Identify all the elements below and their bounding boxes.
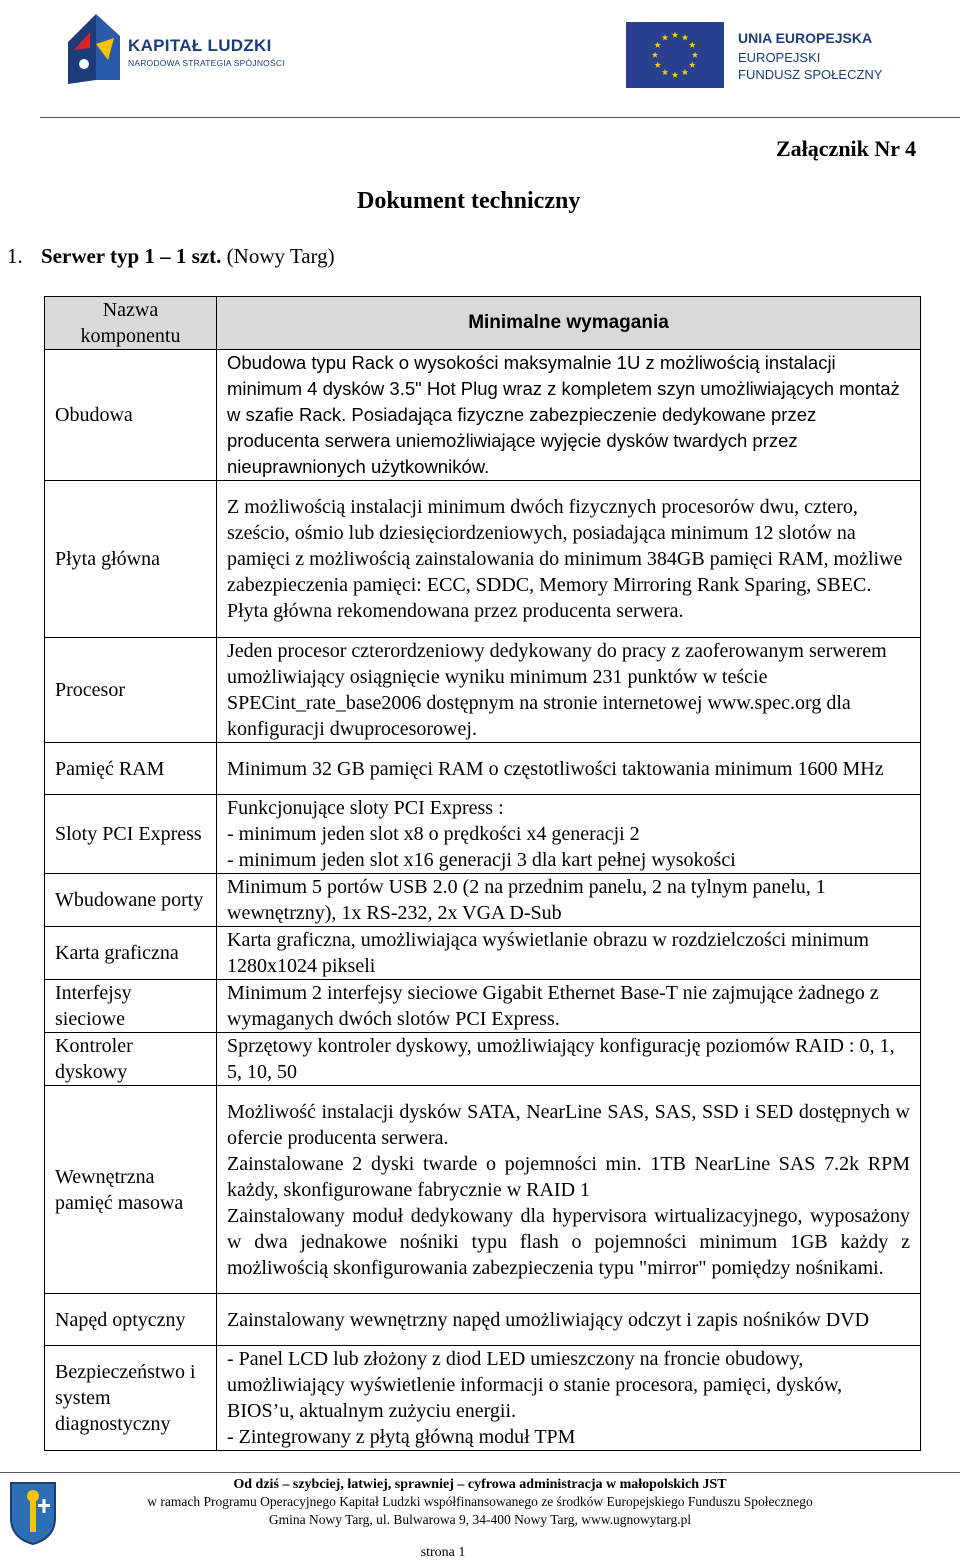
table-row [45,1294,921,1346]
requirement-line: - Panel LCD lub złożony z diod LED umieszczony na froncie obudowy, umożliwiający wyświetlenie informacji o stanie procesora, pamięci, dysków, BIOS’u, aktualnym zużyciu energii. [227,1348,843,1422]
header-component-name: Nazwa komponentu [45,297,217,350]
header-divider [40,117,960,118]
requirement-part: Zainstalowany moduł dedykowany dla hypervisora wirtualizacyjnego, wyposażony w dwa jednakowe nośniki typu flash o pojemności minimum 1GB każdy z możliwością skonfigurowania zabezpieczenia typu "mirror" pomiędzy nośnikami. [227,1204,910,1279]
spec-table [44,296,921,1451]
table-row [45,1346,921,1451]
component-name: Wewnętrzna pamięć masowa [45,1086,217,1294]
requirement-line: Funkcjonujące sloty PCI Express : [227,797,504,819]
table-row [45,795,921,874]
document-title: Dokument techniczny [357,188,581,214]
component-requirement [217,1086,921,1294]
eu-logo-line3: FUNDUSZ SPOŁECZNY [738,67,883,82]
page-number: strona 1 [420,1545,466,1560]
component-requirement: Z możliwością instalacji minimum dwóch fizycznych procesorów dwu, cztero, sześcio, ośmio lub dziesięciordzeniowych, posiadająca minimum 12 slotów na pamięci z możliwością zainstalowania do minimum 384GB pamięci RAM, możliwe zabezpieczenia pamięci: ECC, SDDC, Memory Mirroring Rank Sparing, SBEC. Płyta główna rekomendowana przez producenta serwera. [217,481,921,638]
component-name: Bezpieczeństwo i system diagnostyczny [45,1346,217,1451]
table-row [45,874,921,927]
component-requirement: Obudowa typu Rack o wysokości maksymalnie 1U z możliwością instalacji minimum 4 dysków 3.5" Hot Plug wraz z kompletem szyn umożliwiających montaż w szafie Rack. Posiadająca fizyczne zabezpieczenie dedykowane przez producenta serwera uniemożliwiające wyjęcie dysków twardych przez nieuprawnionych użytkowników. [217,350,921,481]
table-row [45,1086,921,1294]
eu-flag-icon [626,22,724,88]
table-row [45,638,921,743]
component-requirement: Karta graficzna, umożliwiająca wyświetlanie obrazu w rozdzielczości minimum 1280x1024 pikseli [217,927,921,980]
requirement-part: Zainstalowane 2 dyski twarde o pojemności min. 1TB NearLine SAS 7.2k RPM każdy, skonfigurowane fabrycznie w RAID 1 [227,1152,910,1201]
component-name: Wbudowane porty [45,874,217,927]
requirement-part: Możliwość instalacji dysków SATA, NearLine SAS, SAS, SSD i SED dostępnych w ofercie producenta serwera. [227,1100,910,1149]
table-row [45,1033,921,1086]
eu-logo-line1: UNIA EUROPEJSKA [738,30,873,46]
component-name: Płyta główna [45,481,217,638]
component-name: Sloty PCI Express [45,795,217,874]
annex-label: Załącznik Nr 4 [776,136,917,161]
kapital-ludzki-logo [66,14,286,86]
component-name: Karta graficzna [45,927,217,980]
kapital-ludzki-title: KAPITAŁ LUDZKI [128,36,272,55]
component-requirement: Sprzętowy kontroler dyskowy, umożliwiający konfigurację poziomów RAID : 0, 1, 5, 10, 50 [217,1033,921,1086]
section-title-rest: (Nowy Targ) [221,244,335,268]
section-title-bold: Serwer typ 1 – 1 szt. [41,244,222,268]
component-requirement: Jeden procesor czterordzeniowy dedykowany do pracy z zaoferowanym serwerem umożliwiający osiągnięcie wyniku minimum 231 punktów w teście SPECint_rate_base2006 dostępnym na stronie internetowej www.spec.org dla konfiguracji dwuprocesorowej. [217,638,921,743]
table-row [45,743,921,795]
footer-divider [0,1472,960,1473]
component-name: Obudowa [45,350,217,481]
footer-address: Gmina Nowy Targ, ul. Bulwarowa 9, 34-400 Nowy Targ, www.ugnowytarg.pl [268,1512,692,1527]
component-name: Pamięć RAM [45,743,217,795]
requirement-line: - Zintegrowany z płytą główną moduł TPM [227,1426,576,1448]
kapital-ludzki-subtitle: NARODOWA STRATEGIA SPÓJNOŚCI [128,58,285,68]
eu-logo-line2: EUROPEJSKI [738,50,821,65]
table-row [45,350,921,481]
kapital-ludzki-mark-icon [66,14,122,84]
component-requirement [217,795,921,874]
header-min-requirements: Minimalne wymagania [217,297,921,350]
component-requirement: Zainstalowany wewnętrzny napęd umożliwiający odczyt i zapis nośników DVD [217,1294,921,1346]
eu-logo [626,22,926,92]
requirement-line: - minimum jeden slot x8 o prędkości x4 generacji 2 [227,823,640,845]
component-name: Napęd optyczny [45,1294,217,1346]
component-requirement: Minimum 5 portów USB 2.0 (2 na przednim panelu, 2 na tylnym panelu, 1 wewnętrzny), 1x RS-232, 2x VGA D-Sub [217,874,921,927]
table-row [45,481,921,638]
table-row [45,927,921,980]
section-heading [7,244,335,269]
section-number: 1. [7,244,23,268]
footer-program: w ramach Programu Operacyjnego Kapitał Ludzki współfinansowanego ze środków Europejskiego Funduszu Społecznego [147,1494,813,1509]
component-requirement [217,1346,921,1451]
component-name: Kontroler dyskowy [45,1033,217,1086]
component-requirement: Minimum 32 GB pamięci RAM o częstotliwości taktowania minimum 1600 MHz [217,743,921,795]
component-name: Interfejsy sieciowe [45,980,217,1033]
component-requirement: Minimum 2 interfejsy sieciowe Gigabit Ethernet Base-T nie zajmujące żadnego z wymaganych dwóch slotów PCI Express. [217,980,921,1033]
table-header-row [45,297,921,350]
footer-slogan: Od dziś – szybciej, łatwiej, sprawniej – cyfrowa administracja w małopolskich JST [233,1477,727,1492]
table-row [45,980,921,1033]
component-name: Procesor [45,638,217,743]
requirement-line: - minimum jeden slot x16 generacji 3 dla kart pełnej wysokości [227,849,736,871]
